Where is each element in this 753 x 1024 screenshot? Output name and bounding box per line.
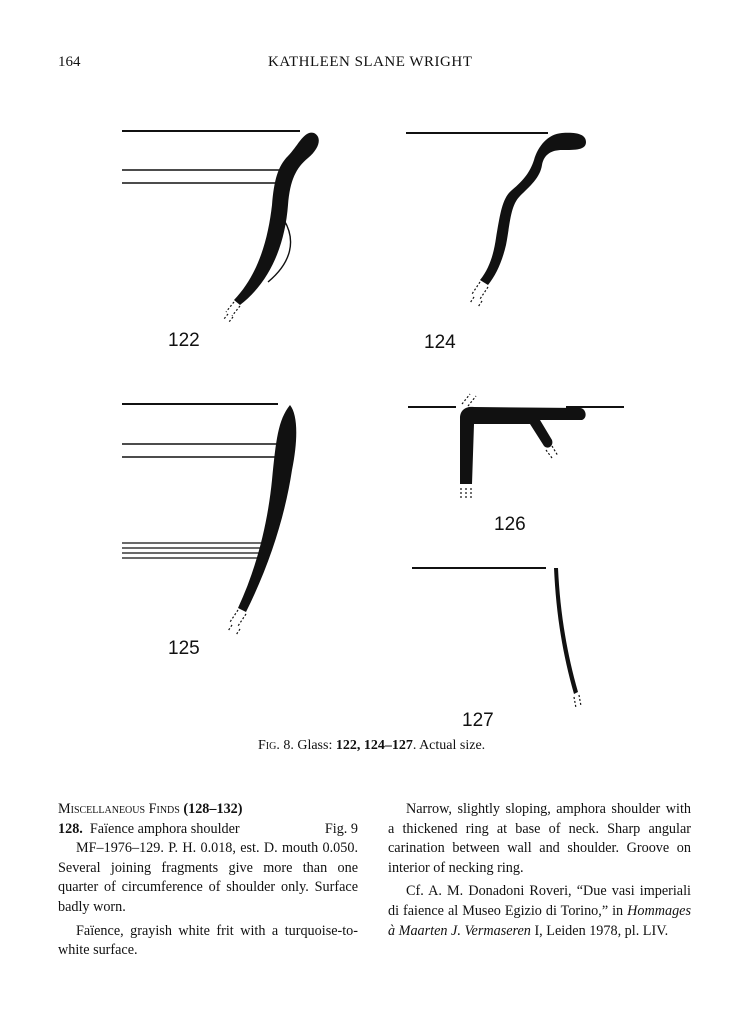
right-paragraph-1: Narrow, slightly sloping, amphora shoulder with a thickened ring at base of neck. Sharp angular carination between wall and shoulder. Groove on interior of necking ring. xyxy=(388,801,691,876)
cf-text: Cf. A. M. Donadoni Roveri, “Due vasi imperiali di faience al Museo Egizio di Torino,” in xyxy=(388,883,691,919)
figure-label-122: 122 xyxy=(168,330,200,351)
entry-figure-ref: Fig. 9 xyxy=(324,820,358,837)
entry-128-heading xyxy=(58,820,358,840)
profile-125 xyxy=(122,404,296,635)
section-heading-text: Miscellaneous Finds xyxy=(58,801,180,817)
section-range: (128–132) xyxy=(183,801,243,817)
entry-details: MF–1976–129. P. H. 0.018, est. D. mouth 0.050. Several joining fragments give more than one quarter of circumference of shoulder only. Surface badly worn. xyxy=(58,840,358,915)
cf-end: I, Leiden 1978, pl. LIV. xyxy=(530,922,669,939)
left-column xyxy=(58,800,358,961)
caption-prefix: Fig. 8. xyxy=(258,738,294,753)
figure-label-124: 124 xyxy=(424,332,456,353)
entry-paragraph-2: Faïence, grayish white frit with a turquoise-to-white surface. xyxy=(58,922,358,959)
caption-text: Glass: xyxy=(293,738,336,753)
profile-126 xyxy=(408,394,624,500)
figure-caption xyxy=(258,738,485,754)
right-column xyxy=(388,800,691,941)
right-paragraph-cf xyxy=(388,882,691,941)
caption-end: . Actual size. xyxy=(412,738,486,753)
figure-label-127: 127 xyxy=(462,710,494,731)
cf-italic-title: Hommages à Maarten J. Vermaseren xyxy=(388,902,691,939)
figure-label-125: 125 xyxy=(168,638,200,659)
profile-127 xyxy=(412,568,581,708)
profile-122 xyxy=(122,131,319,322)
section-heading xyxy=(58,800,358,820)
profile-124 xyxy=(406,133,586,307)
entry-title: Faïence amphora shoulder xyxy=(89,820,240,837)
entry-number: 128. xyxy=(58,820,83,837)
figure-label-126: 126 xyxy=(494,514,526,535)
caption-numbers: 122, 124–127 xyxy=(335,738,413,753)
running-head: KATHLEEN SLANE WRIGHT xyxy=(268,54,473,70)
page-number: 164 xyxy=(58,54,81,70)
